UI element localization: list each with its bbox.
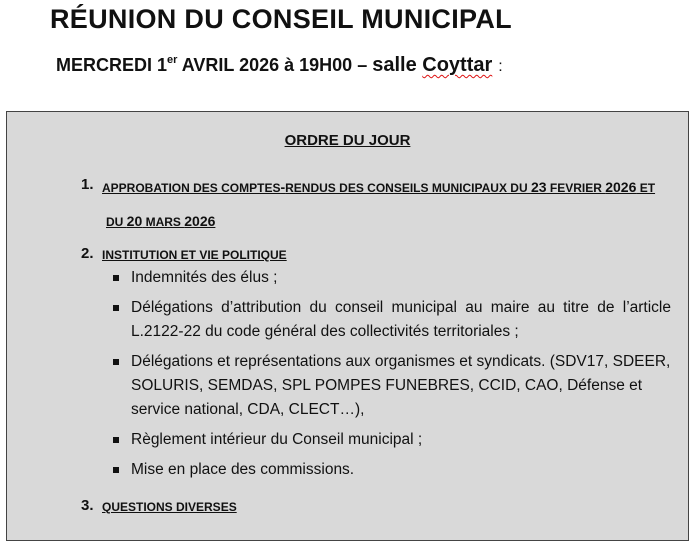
- venue-name: Coyttar: [422, 54, 493, 76]
- bullet-marker: [113, 437, 119, 443]
- agenda-item-3-title: QUESTIONS DIVERSES: [102, 500, 237, 514]
- date-superscript: er: [167, 54, 178, 66]
- bullet-marker: [113, 467, 119, 473]
- agenda-heading: ORDRE DU JOUR: [284, 132, 411, 149]
- agenda-item-1-line2: DU 20 MARS 2026: [106, 213, 216, 229]
- page-title: RÉUNION DU CONSEIL MUNICIPAL: [50, 4, 512, 34]
- agenda-box: [6, 111, 689, 541]
- agenda-item-2-number: 2.: [81, 245, 94, 262]
- date-rest: AVRIL 2026 à 19H00 –: [177, 55, 373, 75]
- agenda-item-1-number: 1.: [81, 176, 94, 193]
- bullet-marker: [113, 305, 119, 311]
- meeting-date-line: [56, 54, 503, 77]
- venue-prefix: salle: [372, 54, 423, 76]
- agenda-bullet-3: Délégations et représentations aux organismes et syndicats. (SDV17, SDEER, SOLURIS, SEMDAS, SPL POMPES FUNEBRES, CCID, CAO, Défense et service national, CDA, CLECT…),: [131, 353, 671, 418]
- agenda-bullet-5: Mise en place des commissions.: [131, 461, 355, 478]
- agenda-item-1-line1: APPROBATION DES COMPTES-RENDUS DES CONSEILS MUNICIPAUX DU 23 FEVRIER 2026 ET: [102, 179, 656, 195]
- bullet-marker: [113, 275, 119, 281]
- agenda-item-3-number: 3.: [81, 497, 94, 514]
- agenda-item-2-title: INSTITUTION ET VIE POLITIQUE: [102, 248, 287, 262]
- date-line-colon: :: [498, 58, 503, 75]
- bullet-marker: [113, 359, 119, 365]
- agenda-bullet-2: Délégations d’attribution du conseil municipal au maire au titre de l’article L.2122-22 du code général des collectivités territoriales ;: [131, 299, 671, 340]
- agenda-bullet-4: Règlement intérieur du Conseil municipal ;: [131, 431, 423, 448]
- date-prefix: MERCREDI 1: [56, 55, 168, 75]
- agenda-bullet-1: Indemnités des élus ;: [131, 269, 278, 286]
